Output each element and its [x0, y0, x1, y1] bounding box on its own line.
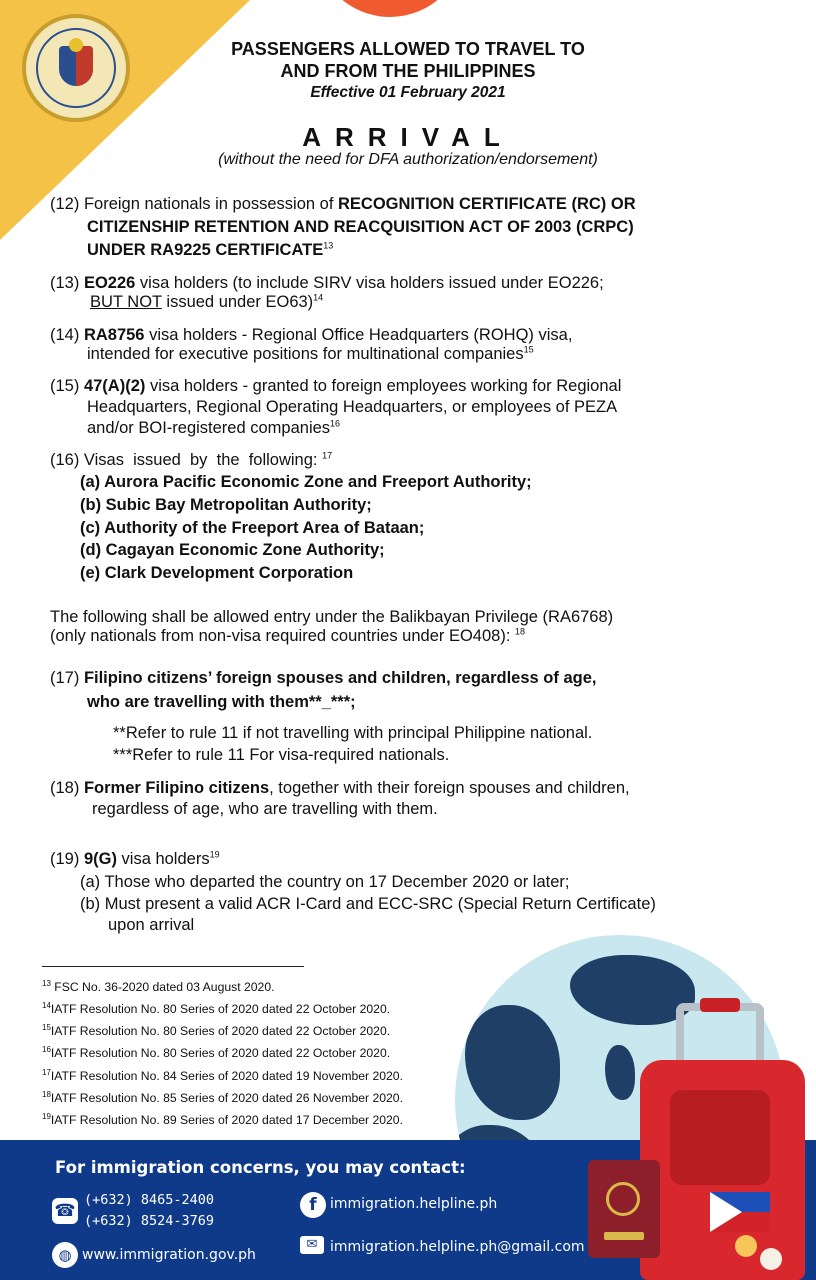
item-16-sub-c: (c) Authority of the Freeport Area of Bataan;	[80, 519, 425, 537]
footnote-16: $^{16}$IATF Resolution No. 80 Series of 2020 dated 22 October 2020.	[42, 1044, 391, 1060]
item-15-line3: and/or BOI-registered companies$^{16}$	[87, 418, 341, 437]
item-17-note1: **Refer to rule 11 if not travelling with principal Philippine national.	[113, 724, 593, 742]
footnote-divider	[42, 966, 304, 967]
page-title-line2: AND FROM THE PHILIPPINES	[280, 61, 536, 81]
item-12-line1: (12) Foreign nationals in possession of RECOGNITION CERTIFICATE (RC) OR	[50, 195, 636, 213]
effective-date: Effective 01 February 2021	[310, 84, 506, 101]
balikbayan-line1: The following shall be allowed entry under the Balikbayan Privilege (RA6768)	[50, 608, 614, 626]
facebook-link[interactable]: immigration.helpline.ph	[330, 1196, 498, 1212]
footnote-15: $^{15}$IATF Resolution No. 80 Series of 2020 dated 22 October 2020.	[42, 1022, 391, 1038]
footnote-13: $^{13}$ FSC No. 36-2020 dated 03 August 2020.	[42, 978, 275, 994]
phone-number-2[interactable]: (+632) 8524-3769	[84, 1213, 215, 1229]
web-globe-icon: ◍	[52, 1242, 78, 1268]
suitcase-handle	[676, 1003, 764, 1063]
suitcase-handle-grip	[700, 998, 740, 1012]
flower-decoration	[760, 1248, 782, 1270]
page-title-line1: PASSENGERS ALLOWED TO TRAVEL TO	[231, 39, 585, 59]
item-17-line2: who are travelling with them**_***;	[87, 693, 356, 711]
contact-title: For immigration concerns, you may contact:	[55, 1158, 466, 1177]
email-link[interactable]: immigration.helpline.ph@gmail.com	[330, 1239, 585, 1255]
item-15-line1: (15) 47(A)(2) visa holders - granted to foreign employees working for Regional	[50, 377, 622, 395]
item-19-line1: (19) 9(G) visa holders$^{19}$	[50, 849, 220, 868]
top-semicircle-decoration	[315, 0, 465, 17]
item-16-sub-d: (d) Cagayan Economic Zone Authority;	[80, 541, 385, 559]
item-16-sub-e: (e) Clark Development Corporation	[80, 564, 354, 582]
item-18-line1: (18) Former Filipino citizens, together with their foreign spouses and children,	[50, 779, 630, 797]
item-19-sub-b-line2: upon arrival	[108, 916, 195, 934]
item-16-line1: (16) Visas issued by the following: $^{17}$	[50, 450, 333, 469]
phone-icon: ☎	[52, 1198, 78, 1224]
item-16-sub-a: (a) Aurora Pacific Economic Zone and Freeport Authority;	[80, 473, 532, 491]
flower-decoration	[735, 1235, 757, 1257]
footnote-18: $^{18}$IATF Resolution No. 85 Series of 2020 dated 26 November 2020.	[42, 1089, 403, 1105]
footnote-19: $^{19}$IATF Resolution No. 89 Series of 2020 dated 17 December 2020.	[42, 1111, 403, 1127]
item-17-line1: (17) Filipino citizens’ foreign spouses and children, regardless of age,	[50, 669, 597, 687]
footnote-17: $^{17}$IATF Resolution No. 84 Series of 2020 dated 19 November 2020.	[42, 1067, 403, 1083]
footnote-14: $^{14}$IATF Resolution No. 80 Series of 2020 dated 22 October 2020.	[42, 1000, 391, 1016]
item-13-line2: BUT NOT issued under EO63)$^{14}$	[90, 292, 324, 311]
suitcase-illustration	[640, 1060, 805, 1280]
item-14-line2: intended for executive positions for multinational companies$^{15}$	[87, 344, 534, 363]
email-icon: ✉	[300, 1236, 324, 1254]
section-note: (without the need for DFA authorization/endorsement)	[218, 151, 598, 168]
balikbayan-line2: (only nationals from non-visa required countries under EO408): $^{18}$	[50, 626, 526, 645]
item-18-line2: regardless of age, who are travelling with them.	[92, 800, 438, 818]
item-19-sub-b-line1: (b) Must present a valid ACR I-Card and ECC-SRC (Special Return Certificate)	[80, 895, 656, 913]
item-16-sub-b: (b) Subic Bay Metropolitan Authority;	[80, 496, 372, 514]
phone-number-1[interactable]: (+632) 8465-2400	[84, 1192, 215, 1208]
item-15-line2: Headquarters, Regional Operating Headquarters, or employees of PEZA	[87, 398, 618, 416]
facebook-icon: f	[300, 1192, 326, 1218]
item-14-line1: (14) RA8756 visa holders - Regional Office Headquarters (ROHQ) visa,	[50, 326, 573, 344]
item-17-note2: ***Refer to rule 11 For visa-required nationals.	[113, 746, 450, 764]
bureau-seal-logo	[22, 14, 130, 122]
item-12-line3: UNDER RA9225 CERTIFICATE$^{13}$	[87, 240, 334, 259]
item-12-line2: CITIZENSHIP RETENTION AND REACQUISITION ACT OF 2003 (CRPC)	[87, 218, 634, 236]
philippine-flag-icon	[710, 1192, 770, 1232]
section-heading: ARRIVAL	[302, 122, 514, 152]
website-link[interactable]: www.immigration.gov.ph	[82, 1247, 256, 1263]
item-19-sub-a: (a) Those who departed the country on 17 December 2020 or later;	[80, 873, 570, 891]
item-13-line1: (13) EO226 visa holders (to include SIRV visa holders issued under EO226;	[50, 274, 604, 292]
passport-icon	[588, 1160, 660, 1258]
